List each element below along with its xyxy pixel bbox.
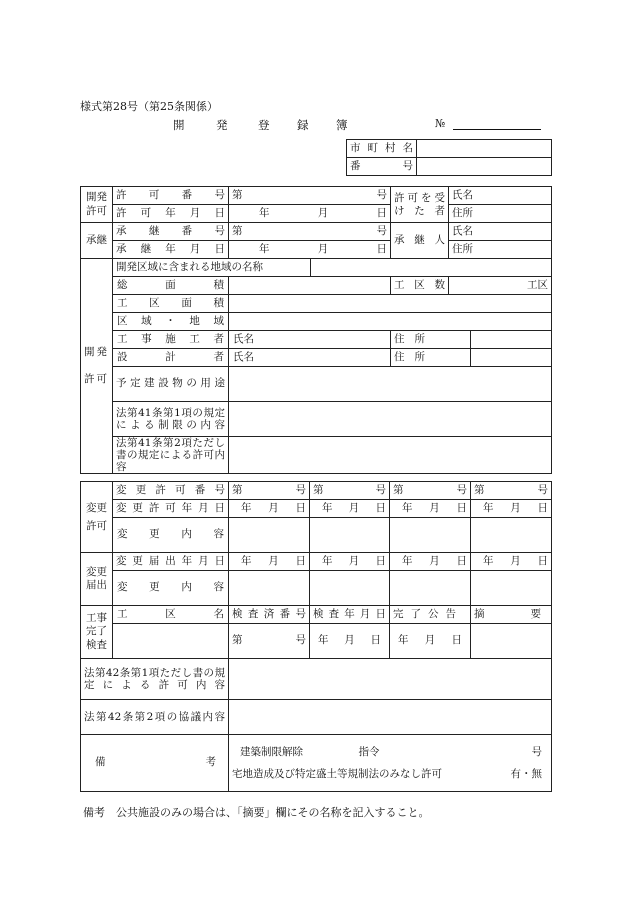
- designer-label: 設計者: [113, 349, 229, 367]
- succession-heading: 承継: [81, 223, 113, 259]
- municipality-box: [346, 139, 552, 176]
- change-content-3[interactable]: [390, 518, 471, 553]
- change-permit-date-3[interactable]: 年 月 日: [390, 500, 471, 518]
- change-content-1[interactable]: [229, 518, 310, 553]
- contractor-address-label: 住所: [391, 331, 471, 349]
- change-content-2[interactable]: [310, 518, 390, 553]
- change-permit-no-2[interactable]: 第 号: [310, 482, 390, 500]
- title-char: 開: [173, 118, 185, 132]
- section-name-label: 工区名: [113, 606, 229, 624]
- completion-heading: 工事完了検査: [81, 606, 113, 659]
- art42-1-field[interactable]: [229, 659, 552, 700]
- designation-go-label: 号: [531, 746, 542, 758]
- art42-2-field[interactable]: [229, 700, 552, 735]
- municipality-label: 市町村名: [347, 140, 417, 158]
- art42-2-label: 法第42条第2項の協議内容: [81, 700, 229, 735]
- registry-number-field[interactable]: [453, 129, 541, 130]
- yes-no-option[interactable]: 有・無: [510, 768, 542, 780]
- succession-no-field[interactable]: 第 号: [229, 223, 391, 241]
- registry-number-label: №: [435, 117, 446, 130]
- permit-no-field[interactable]: [229, 187, 391, 205]
- change-permit-date-label: 変更許可年月日: [113, 500, 229, 518]
- completion-notice-field[interactable]: 年 月 日: [390, 624, 471, 659]
- building-restriction-release: 建築制限解除: [240, 746, 303, 758]
- contractor-label: 工事施工者: [113, 331, 229, 349]
- art42-1-label: 法第42条第1項ただし書の規定による許可内容: [81, 659, 229, 700]
- section-area-label: 工区面積: [113, 295, 229, 313]
- change-and-completion-form: [80, 481, 552, 792]
- permittee-name-label: 氏名: [449, 187, 552, 205]
- designer-name-label: 氏名: [229, 349, 391, 367]
- succession-no-label: 承継番号: [113, 223, 229, 241]
- change-notice-date-2[interactable]: 年 月 日: [310, 553, 390, 571]
- contractor-address-field[interactable]: [471, 331, 552, 349]
- successor-label: 承継人: [391, 223, 449, 259]
- change-permit-date-1[interactable]: 年 月 日: [229, 500, 310, 518]
- deemed-permit-text: 宅地造成及び特定盛土等規制法のみなし許可: [232, 768, 442, 780]
- change-permit-no-3[interactable]: 第 号: [390, 482, 471, 500]
- section-area-field[interactable]: [229, 295, 552, 313]
- zone-field[interactable]: [229, 313, 552, 331]
- total-area-label: 総面積: [113, 277, 229, 295]
- inspection-date-field[interactable]: 年 月 日: [310, 624, 390, 659]
- change-notice-date-4[interactable]: 年 月 日: [471, 553, 552, 571]
- successor-address-label: 住所: [449, 241, 552, 259]
- title-char: 発: [216, 118, 228, 132]
- footnote: 備考 公共施設のみの場合は、「摘要」欄にその名称を記入すること。: [83, 806, 430, 819]
- change-notice-content-1[interactable]: [229, 571, 310, 606]
- change-notice-date-label: 変更届出年月日: [113, 553, 229, 571]
- change-content-label: 変更内容: [113, 518, 229, 553]
- section-count-label: 工区数: [391, 277, 449, 295]
- change-notice-content-label: 変更内容: [113, 571, 229, 606]
- go-label: 号: [376, 188, 387, 201]
- title-char: 簿: [336, 118, 348, 132]
- dai-label: 第: [232, 188, 243, 201]
- change-permit-date-4[interactable]: 年 月 日: [471, 500, 552, 518]
- change-notice-content-2[interactable]: [310, 571, 390, 606]
- area-names-field[interactable]: [311, 259, 552, 277]
- total-area-field[interactable]: [229, 277, 391, 295]
- change-notice-date-1[interactable]: 年 月 日: [229, 553, 310, 571]
- successor-name-label: 氏名: [449, 223, 552, 241]
- permittee-label: 許可を受けた者: [391, 187, 449, 223]
- art41-2-field[interactable]: [229, 437, 552, 474]
- change-notice-heading: 変更届出: [81, 553, 113, 606]
- section-count-field[interactable]: 工区: [449, 277, 552, 295]
- area-names-label: 開発区域に含まれる地域の名称: [113, 259, 311, 277]
- art41-1-label: 法第41条第1項の規定による制限の内容: [113, 402, 229, 437]
- inspection-no-label: 検査済番号: [229, 606, 310, 624]
- change-permit-no-4[interactable]: 第 号: [471, 482, 552, 500]
- remarks-field: [229, 735, 552, 792]
- change-permit-date-2[interactable]: 年 月 日: [310, 500, 390, 518]
- contractor-name-label: 氏名: [229, 331, 391, 349]
- designer-address-label: 住所: [391, 349, 471, 367]
- designer-address-field[interactable]: [471, 349, 552, 367]
- document-title: [0, 117, 630, 133]
- dev-permit-detail-heading: 開発許可: [81, 259, 113, 474]
- inspection-no-field[interactable]: 第 号: [229, 624, 310, 659]
- number-label: 番号: [347, 158, 417, 176]
- permit-date-field[interactable]: 年 月 日: [229, 205, 391, 223]
- building-use-label: 予定建設物の用途: [113, 367, 229, 402]
- zone-label: 区域・地域: [113, 313, 229, 331]
- summary-field[interactable]: [471, 624, 552, 659]
- completion-notice-label: 完了公告: [390, 606, 471, 624]
- art41-1-field[interactable]: [229, 402, 552, 437]
- form-number: 様式第28号（第25条関係）: [80, 100, 218, 113]
- permit-no-label: 許可番号: [113, 187, 229, 205]
- succession-date-label: 承継年月日: [113, 241, 229, 259]
- summary-label: 摘要: [471, 606, 552, 624]
- change-permit-no-1[interactable]: 第 号: [229, 482, 310, 500]
- dev-permit-heading: 開発許可: [81, 187, 113, 223]
- art41-2-label: 法第41条第2項ただし書の規定による許可内容: [113, 437, 229, 474]
- title-char: 録: [297, 118, 309, 132]
- section-name-field[interactable]: [113, 624, 229, 659]
- change-notice-content-4[interactable]: [471, 571, 552, 606]
- remarks-label: 備 考: [81, 735, 229, 792]
- title-char: 登: [258, 118, 270, 132]
- number-field[interactable]: [417, 158, 552, 176]
- permittee-address-label: 住所: [449, 205, 552, 223]
- change-permit-no-label: 変更許可番号: [113, 482, 229, 500]
- building-use-field[interactable]: [229, 367, 552, 402]
- succession-date-field[interactable]: 年 月 日: [229, 241, 391, 259]
- change-permit-heading: 変更許可: [81, 482, 113, 553]
- registry-form: [80, 186, 552, 474]
- change-content-4[interactable]: [471, 518, 552, 553]
- permit-date-label: 許可年月日: [113, 205, 229, 223]
- change-notice-content-3[interactable]: [390, 571, 471, 606]
- inspection-date-label: 検査年月日: [310, 606, 390, 624]
- change-notice-date-3[interactable]: 年 月 日: [390, 553, 471, 571]
- municipality-field[interactable]: [417, 140, 552, 158]
- designation-label: 指令: [358, 746, 380, 758]
